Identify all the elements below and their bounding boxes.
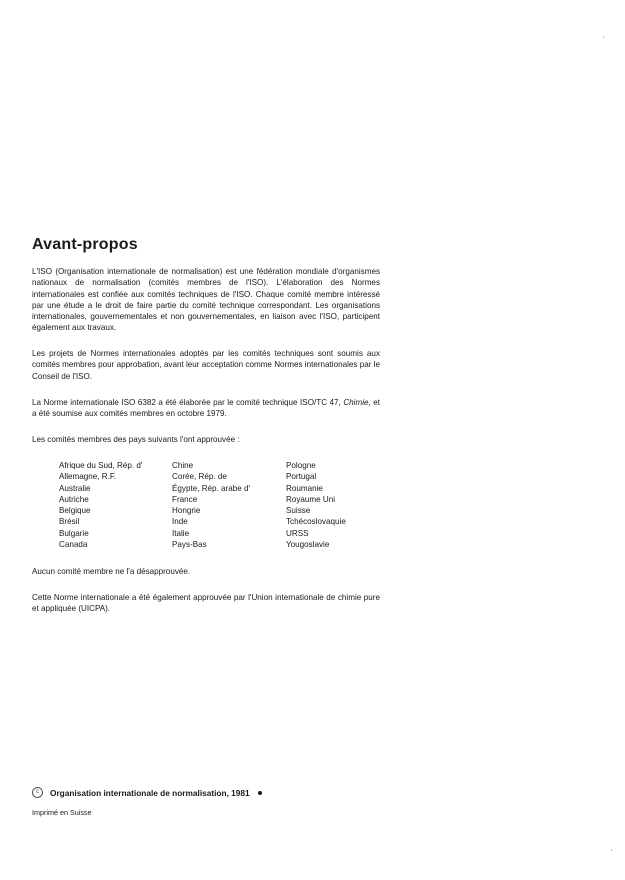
scan-speck xyxy=(603,36,604,38)
paragraph-no-disapproval: Aucun comité membre ne l'a désapprouvée. xyxy=(32,567,191,576)
standard-origin-text: La Norme internationale ISO 6382 a été élaborée par le comité technique ISO/TC 47, xyxy=(32,398,341,407)
country-item: URSS xyxy=(286,528,309,538)
country-item: Allemagne, R.F. xyxy=(59,472,117,482)
country-column xyxy=(172,460,286,550)
country-item: Pays-Bas xyxy=(172,540,207,550)
country-column xyxy=(59,460,172,550)
page-title: Avant-propos xyxy=(32,236,138,253)
country-item: Inde xyxy=(172,517,188,527)
country-item: Yougoslavie xyxy=(286,540,330,550)
country-item: Australie xyxy=(59,483,91,493)
copyright-organisation: Organisation internationale de normalisation, 1981 xyxy=(50,787,250,798)
country-item: Tchécoslovaquie xyxy=(286,517,346,527)
country-item: Afrique du Sud, Rép. d' xyxy=(59,461,143,470)
country-item: Belgique xyxy=(59,506,91,516)
bullet-icon xyxy=(258,791,262,795)
country-item: Corée, Rép. de xyxy=(172,472,227,482)
paragraph-draft-approval: Les projets de Normes internationales adoptés par les comités techniques sont soumis aux comités membres pour approbation, avant leur acceptation comme Normes internationales par le Conseil de l'ISO. xyxy=(32,349,380,381)
country-item: France xyxy=(172,494,198,504)
country-column xyxy=(286,460,396,550)
country-item: Roumanie xyxy=(286,483,323,493)
country-item: Pologne xyxy=(286,461,316,470)
country-item: Suisse xyxy=(286,506,311,516)
scan-speck xyxy=(611,849,612,851)
country-item: Égypte, Rép. arabe d' xyxy=(172,483,251,493)
country-item: Royaume Uni xyxy=(286,494,336,504)
paragraph-iso-intro: L'ISO (Organisation internationale de normalisation) est une fédération mondiale d'organismes nationaux de normalisation (comités membres de l'ISO). L'élaboration des Normes internationales est confiée aux comités techniques de l'ISO. Chaque comité membre intéressé par une étude a le droit de faire partie du comité technique correspondant. Les organisations internationales, gouvernementales et non gouvernementales, en liaison avec l'ISO, participent également aux travaux. xyxy=(32,267,380,333)
copyright-line xyxy=(32,787,262,798)
committee-name: Chimie xyxy=(343,398,369,407)
country-list xyxy=(59,460,396,550)
country-item: Portugal xyxy=(286,472,317,482)
country-item: Brésil xyxy=(59,517,80,527)
country-item: Italie xyxy=(172,528,190,538)
paragraph-approving-members: Les comités membres des pays suivants l'ont approuvée : xyxy=(32,435,240,444)
country-item: Bulgarie xyxy=(59,528,89,538)
country-item: Hongrie xyxy=(172,506,201,516)
paragraph-uicpa-approval: Cette Norme internationale a été également approuvée par l'Union internationale de chimie pure et appliquée (UICPA). xyxy=(32,593,380,614)
copyright-icon: c xyxy=(32,787,43,798)
standard-origin-text-end: , et a été soumise aux comités membres en octobre 1979. xyxy=(32,398,381,419)
country-item: Chine xyxy=(172,461,194,470)
country-item: Autriche xyxy=(59,494,89,504)
printed-in: Imprimé en Suisse xyxy=(32,808,92,817)
paragraph-standard-origin xyxy=(32,397,380,420)
country-item: Canada xyxy=(59,540,88,550)
